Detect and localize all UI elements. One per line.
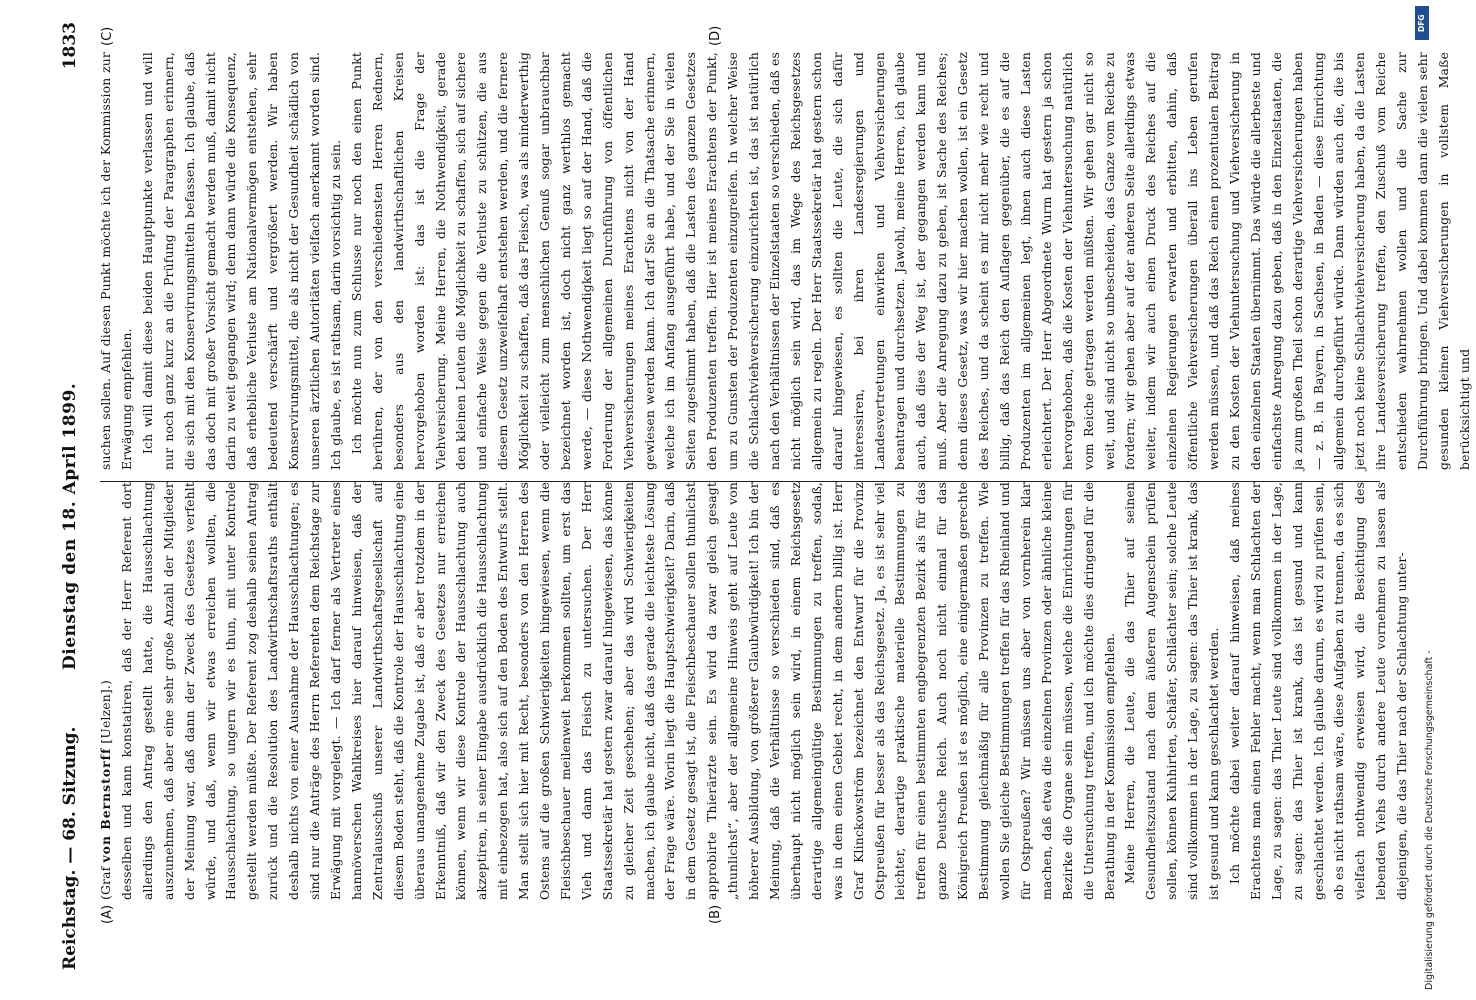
left-paragraph: Meine Herren, die Leute, die das Thier auf seinen Gesundheitszustand nach dem äußeren Augenschein prüfen sollen, können Kuhhirten, Schäfer, Schlächter sein; solche Leute sind vollkommen in der Lage, zu sagen: das Thier ist krank, das ist gesund und kann geschlachtet werden. — [1122, 482, 1222, 900]
digitization-note: Digitalisierung gefördert durch die Deutsche Forschungsgemeinschaft - — [1424, 650, 1435, 990]
margin-marker-b: (B) — [708, 904, 723, 924]
column-divider — [100, 481, 1380, 482]
dfg-logo: DFG — [1415, 6, 1429, 40]
left-paragraph: desselben und kann konstatiren, daß der Herr Referent dort allerdings den Antrag gestellt hatte, die Hausschlachtung auszunehmen, daß aber eine sehr große Anzahl der Mitglieder der Meinung war, daß dann der Zweck des Gesetzes verfehlt würde, und daß, wenn wir etwas erreichen wollten, die Hausschlachtung, so ungern wir es thun, mit unter Kontrole gestellt werden müßte. Der Referent zog deshalb seinen Antrag zurück und die Resolution des Landwirthschaftsraths enthält deshalb nichts von einer Ausnahme der Hausschlachtungen; es sind nur die Anträge des Herrn Referenten dem Reichstage zur Erwägung mit vorgelegt. — Ich darf ferner als Vertreter eines hannöverschen Wahlkreises hier darauf hinweisen, daß der Zentralausschuß unserer Landwirthschaftsgesellschaft auf diesem Boden steht, daß die Kontrole der Hausschlachtung eine überaus unangenehme Zugabe ist, daß er aber trotzdem in der Erkenntniß, daß wir den Zweck des Gesetzes nur erreichen können, wenn wir diese Kontrole der Hausschlachtung auch akzeptiren, in seiner Eingabe ausdrücklich die Hausschlachtung mit einbezogen hat, also sich auf den Boden des Entwurfs stellt. Man stellt sich hier mit Recht, besonders von den Herren des Ostens auf die großen Schwierigkeiten hingewiesen, wenn die Fleischbeschauer meilenweit herkommen sollten, um erst das Vieh und dann das Fleisch zu untersuchen. Der Herr Staatssekretär hat gestern zwar darauf hingewiesen, das könne zu gleicher Zeit geschehen; aber das wird Schwierigkeiten machen, ich glaube nicht, daß das gerade die leichteste Lösung der Frage wäre. Worin liegt die Hauptschwierigkeit? Darin, daß in dem Gesetz gesagt ist, die Fleischbeschauer sollen thunlichst approbirte Thierärzte sein. Es wird da zwar gleich gesagt „thunlichst“, aber der allgemeine Hinweis geht auf Leute von höherer Ausbildung, von größerer Glaubwürdigkeit! Ich bin der Meinung, daß die Verhältnisse so verschieden sind, daß es überhaupt nicht möglich sein wird, in einem Reichsgesetz derartige allgemeingültige Bestimmungen zu treffen, sodaß, was in dem einen Gebiet recht, in dem andern billig ist. Herr Graf Klinckowström bezeichnet den Entwurf für die Provinz Ostpreußen für besser als das Reichsgesetz. Ja, es ist sehr viel leichter, derartige praktische materielle Bestimmungen zu treffen für einen bestimmten engbegrenzten Bezirk als für das ganze Deutsche Reich. Auch noch nicht einmal für das Königreich Preußen ist es möglich, eine einigermaßen gerechte Bestimmung gleichmäßig für alle Provinzen zu treffen. Wie wollen Sie gleiche Bestimmungen treffen für das Rheinland und für Ostpreußen? Wir müssen uns aber von vornherein klar machen, daß etwa die einzelnen Provinzen oder ähnliche kleine Bezirke die Organe sein müssen, welche die Einrichtungen für die Untersuchung treffen, und ich möchte dies dringend für die Berathung in der Kommission empfehlen. — [118, 482, 1117, 900]
right-column — [96, 52, 1472, 470]
page-header — [60, 10, 90, 990]
page-number: 1833 — [60, 22, 80, 70]
right-paragraph: suchen sollen. Auf diesen Punkt möchte ich der Kommission zur Erwägung empfehlen. — [98, 52, 134, 470]
speaker-prefix: (Graf — [98, 866, 113, 900]
right-paragraph: Ich will damit diese beiden Hauptpunkte verlassen und will nur noch ganz kurz an die Prüfung der Paragraphen erinnern, die sich mit den Konservirungsmitteln befassen. Ich glaube, daß das doch mit großer Vorsicht gemacht werden muß, damit nicht darin zu weit gegangen wird; denn dann würde die Konsequenz, daß erhebliche Verluste am Nationalvermögen entstehen, sehr bedeutend verschärft und vergrößert werden. Wir haben Konservirungsmittel, die als nicht der Gesundheit schädlich von unseren ärztlichen Autoritäten vielfach anerkannt worden sind. Ich glaube, es ist rathsam, darin vorsichtig zu sein. — [139, 52, 343, 470]
margin-marker-a: (A) — [100, 904, 115, 924]
header-date: Dienstag den 18. April 1899. — [60, 382, 80, 670]
speaker-suffix: [Uelzen].) — [98, 680, 113, 744]
margin-marker-c: (C) — [100, 26, 115, 46]
speaker-name: von Bernstorff — [98, 747, 113, 863]
left-paragraph: Ich möchte dabei weiter darauf hinweisen, daß meines Erachtens man einen Fehler macht, wenn man Schlachten der Lage, zu sagen: das Thier Leute sind vollkommen in der Lage, zu sagen: das Thier ist krank, das ist gesund und kann geschlachtet werden. Ich glaube darum, es wird zu prüfen sein, ob es nicht rathsam wäre, diese Aufgaben zu trennen, da es sich vielfach nothwendig erweisen wird, die Besichtigung des lebenden Viehs durch andere Leute vornehmen zu lassen als diejenigen, die das Thier nach der Schlachtung unter- — [1226, 482, 1410, 900]
right-paragraph: Ich möchte nun zum Schlusse nur noch den einen Punkt berühren, der von den verschiedensten Herren Rednern, besonders aus den landwirthschaftlichen Kreisen hervorgehoben worden ist: das ist die Frage der Viehversicherung. Meine Herren, die Nothwendigkeit, gerade den kleinen Leuten die Möglichkeit zu schaffen, sich auf sichere und einfache Weise gegen die Verluste zu schützen, die aus diesem Gesetz unzweifelhaft entstehen werden, und die fernere Möglichkeit zu schaffen, daß das Fleisch, was als minderwerthig oder vielleicht zum menschlichen Genuß sogar unbrauchbar bezeichnet worden ist, doch nicht ganz werthlos gemacht werde, — diese Nothwendigkeit liegt so auf der Hand, daß die Forderung der allgemeinen Durchführung von öffentlichen Viehversicherungen meines Erachtens nicht von der Hand gewiesen werden kann. Ich darf Sie an die Thatsache erinnern, welche ich im Anfang ausgeführt habe, und der Sie in vielen Seiten zugestimmt haben, daß die Lasten des ganzen Gesetzes den Produzenten treffen. Hier ist meines Erachtens der Punkt, um zu Gunsten der Produzenten einzugreifen. In welcher Weise die Schlachtviehversicherung einzurichten ist, das ist natürlich nach den Verhältnissen der Einzelstaaten so verschieden, daß es nicht möglich sein wird, das im Wege des Reichsgesetzes allgemein zu regeln. Der Herr Staatssekretär hat gestern schon darauf hingewiesen, es sollten die Leute, die sich dafür interessiren, bei ihren Landesregierungen und Landesvertretungen einwirken und Viehversicherungen beantragen und durchsetzen. Jawohl, meine Herren, ich glaube auch, daß dies der Weg ist, der gegangen werden kann und muß. Aber die Anregung dazu zu geben, ist Sache des Reiches; denn dieses Gesetz, was wir hier machen wollen, ist ein Gesetz des Reiches, und da scheint es mir nicht mehr wie recht und billig, daß das Reich den Auflagen gegenüber, die es auf die Produzenten im allgemeinen legt, ihnen auch diese Lasten erleichtert. Der Herr Abgeordnete Wurm hat gestern ja schon hervorgehoben, daß die Kosten der Viehuntersuchung natürlich vom Reiche getragen werden müßten. Wir gehen gar nicht so weit, und sind nicht so unbescheiden, das Ganze vom Reiche zu fordern; wir gehen aber auf der anderen Seite allerdings etwas weiter, indem wir auch einen Druck des Reiches auf die einzelnen Regierungen erwarten und erbitten, dahin, daß öffentliche Viehversicherungen überall ins Leben gerufen werden müssen, und daß das Reich einen prozentualen Beitrag zu den Kosten der Viehuntersuchung und Viehversicherung in den einzelnen Staaten übernimmt. Das würde die allerbeste und einfachste Anregung dazu geben, daß in den Einzelstaaten, die ja zum großen Theil schon derartige Viehversicherungen haben — z. B. in Bayern, in Sachsen, in Baden — diese Einrichtung allgemein durchgeführt würde. Dann würden auch die, die bis jetzt noch keine Schlachtviehversicherung haben, da die Lasten ihre Landesversicherung treffen, den Zuschuß vom Reiche entschieden wahrnehmen wollen und die Sache zur Durchführung bringen. Und dabei kommen dann die vielen sehr gesunden kleinen Viehversicherungen in vollstem Maße berücksichtigt und — [348, 52, 1472, 470]
speaker-line — [96, 482, 117, 900]
header-left: Reichstag. — 68. Sitzung. — [60, 726, 80, 970]
left-column — [96, 482, 1410, 900]
margin-marker-d: (D) — [708, 25, 723, 46]
